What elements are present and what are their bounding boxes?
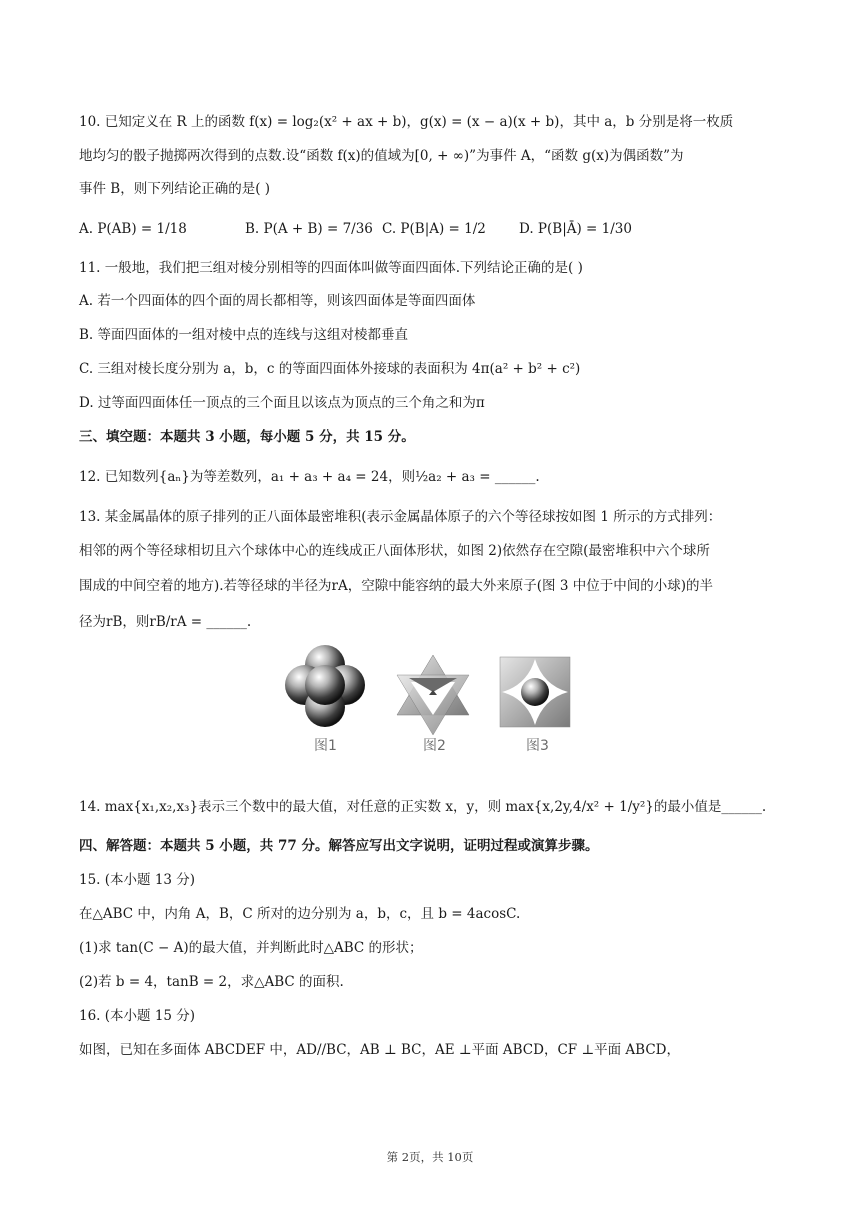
q15-part-2: (2)若 b = 4，tanB = 2，求△ABC 的面积.: [79, 974, 344, 990]
q10-option-d: D. P(B|Ā) = 1/30: [519, 221, 632, 237]
section-4-heading: 四、解答题：本题共 5 小题，共 77 分。解答应写出文字说明，证明过程或演算步骤。: [79, 838, 599, 854]
q10-option-a: A. P(AB) = 1/18: [79, 221, 187, 237]
q10-line-1: 10. 已知定义在 R 上的函数 f(x) = log₂(x² + ax + b)，g(x) = (x − a)(x + b)，其中 a，b 分别是将一枚质: [79, 114, 734, 130]
figure-2-caption: 图2: [423, 738, 446, 754]
figure-3-caption: 图3: [526, 738, 549, 754]
q11-option-c: C. 三组对棱长度分别为 a，b，c 的等面四面体外接球的表面积为 4π(a² + b² + c²): [79, 361, 581, 377]
q16-stem: 如图，已知在多面体 ABCDEF 中，AD//BC，AB ⊥ BC，AE ⊥平面 ABCD，CF ⊥平面 ABCD，: [79, 1042, 680, 1058]
q10-option-c: C. P(B|A) = 1/2: [382, 221, 486, 237]
q16-title: 16. (本小题 15 分): [79, 1008, 196, 1024]
q11-option-b: B. 等面四面体的一组对棱中点的连线与这组对棱都垂直: [79, 327, 409, 343]
q11-option-a: A. 若一个四面体的四个面的周长都相等，则该四面体是等面四面体: [79, 293, 476, 309]
q11-option-d: D. 过等面四面体任一顶点的三个面且以该点为顶点的三个角之和为π: [79, 395, 485, 411]
q13-line-4: 径为rB，则rB/rA = ______.: [79, 614, 252, 630]
figure-3-void-sphere: [500, 657, 570, 727]
figure-1-spheres: [285, 645, 365, 727]
q13-line-3: 围成的中间空着的地方).若等径球的半径为rA，空隙中能容纳的最大外来原子(图 3 中位于中间的小球)的半: [79, 578, 713, 594]
q10-line-3: 事件 B，则下列结论正确的是( ): [79, 181, 271, 197]
figure-1-caption: 图1: [314, 738, 337, 754]
question-14: 14. max{x₁,x₂,x₃}表示三个数中的最大值，对任意的正实数 x，y，则 max{x,2y,4/x² + 1/y²}的最小值是______.: [79, 799, 767, 815]
q11-stem: 11. 一般地，我们把三组对棱分别相等的四面体叫做等面四面体.下列结论正确的是( ): [79, 260, 583, 276]
q15-title: 15. (本小题 13 分): [79, 872, 196, 888]
section-3-heading: 三、填空题：本题共 3 小题，每小题 5 分，共 15 分。: [79, 429, 415, 445]
question-12: 12. 已知数列{aₙ}为等差数列，a₁ + a₃ + a₄ = 24，则½a₂ + a₃ = ______.: [79, 469, 540, 485]
crystal-figures-svg: [283, 645, 583, 735]
page-footer: 第 2页，共 10页: [386, 1150, 474, 1164]
q13-line-1: 13. 某金属晶体的原子排列的正八面体最密堆积(表示金属晶体原子的六个等径球按如图 1 所示的方式排列：: [79, 509, 722, 525]
q10-option-b: B. P(A + B) = 7/36: [245, 221, 373, 237]
q15-stem: 在△ABC 中，内角 A，B，C 所对的边分别为 a，b，c，且 b = 4acosC.: [79, 906, 521, 922]
q15-part-1: (1)求 tan(C − A)的最大值，并判断此时△ABC 的形状；: [79, 940, 423, 956]
q10-line-2: 地均匀的骰子抛掷两次得到的点数.设“函数 f(x)的值域为[0, + ∞)”为事件 A，“函数 g(x)为偶函数”为: [79, 148, 684, 164]
q13-line-2: 相邻的两个等径球相切且六个球体中心的连线成正八面体形状，如图 2)依然存在空隙(最密堆积中六个球所: [79, 543, 710, 559]
crystal-figures: [283, 645, 583, 757]
figure-2-octahedron: [397, 655, 469, 735]
